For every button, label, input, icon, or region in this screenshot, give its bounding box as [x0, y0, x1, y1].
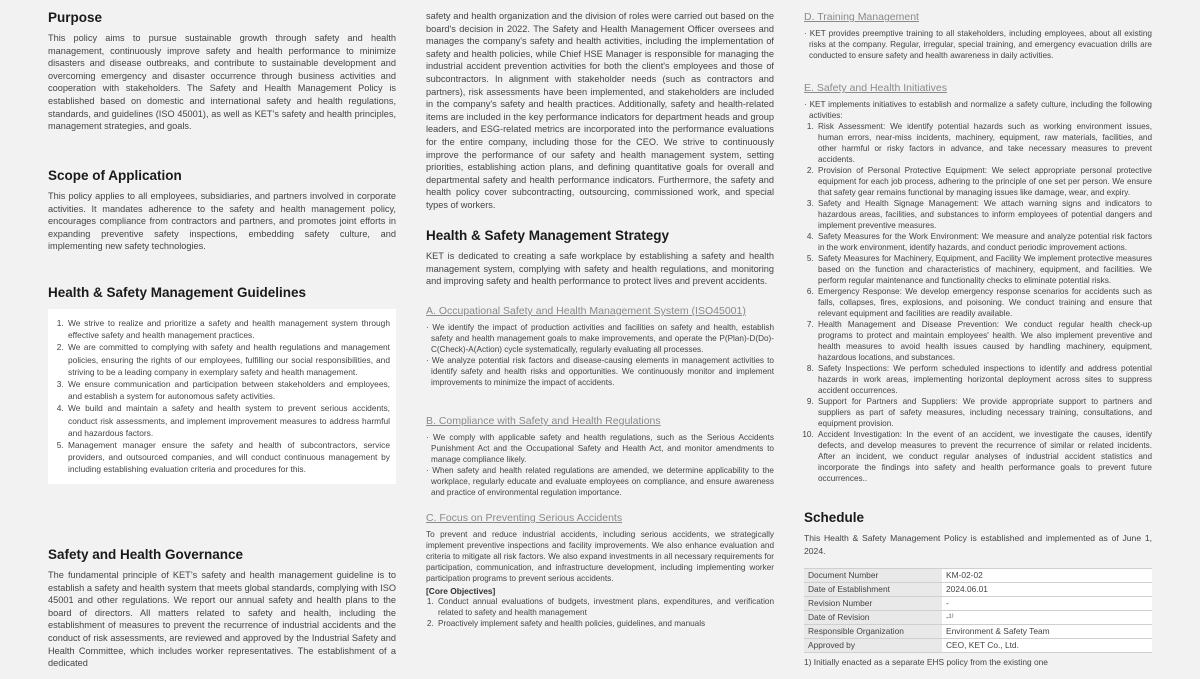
strategy-c-section: [426, 512, 774, 629]
strategy-a-section: [426, 305, 774, 388]
table-key: Revision Number: [804, 597, 942, 611]
governance-section: [48, 547, 396, 670]
bullet-text: When safety and health related regulations are amended, we determine applicability to the workplace, regularly educate and evaluate employees on compliance, and ensure awareness and practice of environmental regulation importance.: [431, 466, 774, 497]
initiative-item: 3. Safety and Health Signage Management: We attach warning signs and indicators to hazardous areas, facilities, and substances to inform employees of potential dangers and implement preventive measures.: [816, 198, 1152, 231]
initiative-item: 5. Safety Measures for Machinery, Equipment, and Facility We implement protective measures based on the function and characteristics of machinery, equipment, and facilities. We perform regular maintenance and functionality checks to eliminate potential risks.: [816, 253, 1152, 286]
initiatives-list: [804, 121, 1152, 484]
governance-title: Safety and Health Governance: [48, 547, 244, 562]
guidelines-box: [48, 309, 396, 484]
bullet-text: We identify the impact of production activities and facilities on safety and health, establish safety and health management goals to make improvements, and operate the P(Plan)-D(Do)-C(Check)-A(Action) cycle systematically, regularly evaluating all processes.: [431, 323, 774, 354]
purpose-section: [48, 10, 396, 133]
strategy-d-section: [804, 11, 1152, 61]
strategy-b-list: [426, 432, 774, 498]
table-key: Approved by: [804, 639, 942, 653]
strategy-a-list: [426, 322, 774, 388]
strategy-a-title: A. Occupational Safety and Health Management System (ISO45001): [426, 305, 746, 317]
bullet-item: · When safety and health related regulations are amended, we determine applicability to the workplace, regularly educate and evaluate employees on compliance, and ensure awareness and practice of environmental regulation importance.: [426, 466, 774, 497]
schedule-body: This Health & Safety Management Policy is established and implemented as of June 1, 2024.: [804, 533, 1152, 556]
core-objectives-label: [Core Objectives]: [426, 586, 496, 596]
strategy-d-title: D. Training Management: [804, 11, 919, 23]
initiative-item: 1. Risk Assessment: We identify potential hazards such as working environment issues, human errors, near-miss incidents, machinery, equipment, raw materials, facilities, and other harmful or risky factors in advance, and take necessary measures to prevent accidents.: [816, 121, 1152, 165]
governance-body-part2: safety and health organization and the division of roles were carried out based on the board's decision in 2022. The Safety and Health Management Officer oversees and manages the company's safety and health activities, including the implementation of safety and health policies, while Chief HSE Manager is responsible for managing the industrial accident prevention activities for both the client's employees and those of subcontractors. In alignment with stakeholder needs (such as contractors and partners), risk assessments have been implemented, and stakeholders are included in the company's safety and health practices. Additionally, safety and health-related items are included in the key performance indicators for department heads and group leaders, and ESG-related metrics are incorporated into the performance evaluations for the entire company, including those for the CEO. We strive to continuously improve the performance of our safety and health management system, setting priorities, establishing action plans, and defining quantitative goals for overall and departmental safety and health performance indicators. Furthermore, the safety and health policy cover subcontracting, outsourcing, commissioned work, and special types of workers.: [426, 11, 774, 210]
table-value: -¹⁾: [942, 611, 1152, 625]
strategy-b-section: [426, 415, 774, 498]
bullet-text: We comply with applicable safety and health regulations, such as the Serious Accidents Punishment Act and the Occupational Safety and Health Act, and monitor amendments to manage compliance likely.: [431, 433, 774, 464]
guideline-item: 3. We ensure communication and participation between stakeholders and employees, and establish a system for autonomous safety activities.: [66, 378, 390, 402]
table-value: Environment & Safety Team: [942, 625, 1152, 639]
guideline-item: 1. We strive to realize and prioritize a safety and health management system through effective safety and health management practices.: [66, 317, 390, 341]
strategy-body: KET is dedicated to creating a safe workplace by establishing a safety and health management system, complying with safety and health regulations, and monitoring and improving safety and health performance to protect lives and prevent accidents.: [426, 251, 774, 287]
guidelines-section: [48, 285, 396, 484]
governance-body-part1: The fundamental principle of KET’s safety and health management guideline is to establish a safety and health system that meets global standards, complying with ISO 45001 and other regulations. We report our annual safety and health plans to the board of directors. All matters related to safety and health, including the establishment of measures to prevent the recurrence of industrial accidents and the conduct of risk assessments, are reviewed and approved by the Industrial Safety and Health Committee, which includes worker representatives. The establishment of a dedicated: [48, 570, 396, 669]
table-row: [804, 583, 1152, 597]
table-key: Responsible Organization: [804, 625, 942, 639]
schedule-title: Schedule: [804, 510, 865, 525]
initiative-item: 4. Safety Measures for the Work Environment: We measure and analyze potential risk factors in the work environment, identify hazards, and conduct periodic improvement actions.: [816, 231, 1152, 253]
bullet-item: · We comply with applicable safety and health regulations, such as the Serious Accidents Punishment Act and the Occupational Safety and Health Act, and monitor amendments to manage compliance likely.: [426, 433, 774, 464]
objective-item: 2. Proactively implement safety and health policies, guidelines, and manuals: [436, 618, 774, 629]
table-row: [804, 611, 1152, 625]
bullet-item: · We analyze potential risk factors and disease-causing elements in management activities to identify safety and health risks and opportunities. We continuously monitor and implement improvements to minimize the impact of accidents.: [426, 356, 774, 387]
scope-title: Scope of Application: [48, 168, 182, 183]
table-row: [804, 625, 1152, 639]
bullet-item: · KET implements initiatives to establish and normalize a safety culture, including the following activities:: [804, 100, 1152, 120]
guideline-item: 5. Management manager ensure the safety and health of subcontractors, service providers, and outsourced companies, and will conduct continuous management by including establishing evaluation criteria and procedures for this.: [66, 439, 390, 476]
table-key: Date of Establishment: [804, 583, 942, 597]
guideline-item: 2. We are committed to complying with safety and health regulations and management policies, ensuring the rights of our employees, fulfilling our social responsibilities, and striving to be a leading company in exemplary safety and health management.: [66, 341, 390, 378]
guidelines-title: Health & Safety Management Guidelines: [48, 285, 307, 300]
initiative-item: 6. Emergency Response: We develop emergency response scenarios for accidents such as falls, collapses, fires, explosions, and poisoning. We conduct training and ensure that relevant equipment and facilities are readily available.: [816, 286, 1152, 319]
bullet-item: · KET provides preemptive training to all stakeholders, including employees, about all existing risks at the company. Regular, irregular, special training, and emergency evacuation drills are conducted to ensure safety and health awareness in daily activities.: [804, 29, 1152, 60]
initiative-item: 10. Accident Investigation: In the event of an accident, we investigate the causes, identify defects, and develop measures to prevent the recurrence of similar or related incidents. After an incident, we conduct regular analyses of industrial accident statistics and incorporate the findings into safety and health performance goals to prevent future occurrences..: [816, 429, 1152, 484]
strategy-e-intro-list: [804, 99, 1152, 121]
guideline-item: 4. We build and maintain a safety and health system to prevent serious accidents, conduct risk assessments, and implement improvement measures to address harmful and hazardous factors.: [66, 402, 390, 439]
table-key: Date of Revision: [804, 611, 942, 625]
table-row: [804, 639, 1152, 653]
table-value: KM-02-02: [942, 569, 1152, 583]
guidelines-list: [52, 317, 390, 476]
strategy-d-list: [804, 28, 1152, 61]
objective-item: 1. Conduct annual evaluations of budgets, investment plans, expenditures, and verification related to safety and health management: [436, 596, 774, 618]
strategy-e-title: E. Safety and Health Initiatives: [804, 82, 947, 94]
initiative-item: 8. Safety Inspections: We perform scheduled inspections to identify and address potential hazards in work areas, implementing horizontal deployment across sites to suppress accident occurrences.: [816, 363, 1152, 396]
purpose-body: This policy aims to pursue sustainable growth through safety and health management, continuously improve safety and health performance to minimize disasters and disease outbreaks, and contribute to sustainable development and overcoming emergency and disaster occurrence through business activities and cooperation with stakeholders. The Safety and Health Management Policy is established based on domestic and international safety and health regulations, standards, and guidelines (ISO 45001), as well as KET’s safety and health principles, management strategies, and goals.: [48, 33, 396, 132]
strategy-c-title: C. Focus on Preventing Serious Accidents: [426, 512, 623, 524]
scope-section: [48, 168, 396, 253]
table-value: -: [942, 597, 1152, 611]
strategy-b-title: B. Compliance with Safety and Health Regulations: [426, 415, 661, 427]
bullet-text: KET implements initiatives to establish and normalize a safety culture, including the following activities:: [809, 100, 1152, 120]
bullet-text: KET provides preemptive training to all stakeholders, including employees, about all existing risks at the company. Regular, irregular, special training, and emergency evacuation drills are conducted to ensure safety and health awareness in daily activities.: [809, 29, 1152, 60]
governance-continued: [426, 10, 774, 212]
bullet-text: We analyze potential risk factors and disease-causing elements in management activities to identify safety and health risks and opportunities. We continuously monitor and implement improvements to minimize the impact of accidents.: [431, 356, 774, 387]
schedule-table: [804, 568, 1152, 653]
strategy-e-section: [804, 82, 1152, 484]
bullet-item: · We identify the impact of production activities and facilities on safety and health, establish safety and health management goals to make improvements, and operate the P(Plan)-D(Do)-C(Check)-A(Action) cycle systematically, regularly evaluating all processes.: [426, 323, 774, 354]
table-row: [804, 569, 1152, 583]
initiative-item: 2. Provision of Personal Protective Equipment: We select appropriate personal protective equipment for each job process, adhering to the principle of one set per person. We ensure that safety gear remains functional by managing issues like damage, wear, and expiry.: [816, 165, 1152, 198]
strategy-c-body: To prevent and reduce industrial accidents, including serious accidents, we strategically implement preventive inspections and facility improvements. We also enhance evaluation and criteria to mitigate all risk factors. We also expand investments in all necessary requirements for participation, communication, and infrastructure development, including implementing worker participation programs to prevent serious accidents.: [426, 530, 774, 583]
table-row: [804, 597, 1152, 611]
schedule-footnote: 1) Initially enacted as a separate EHS policy from the existing one: [804, 657, 1048, 668]
table-value: CEO, KET Co., Ltd.: [942, 639, 1152, 653]
scope-body: This policy applies to all employees, subsidiaries, and partners involved in corporate activities. It mandates adherence to the safety and health management policy, encourages compliance from contractors and partners, and promotes joint efforts in expanding preventive safety inspections, embedding safety culture, and implementing new safety technologies.: [48, 191, 396, 252]
schedule-section: [804, 510, 1152, 667]
purpose-title: Purpose: [48, 10, 103, 25]
core-objectives-list: [426, 596, 774, 629]
table-key: Document Number: [804, 569, 942, 583]
initiative-item: 7. Health Management and Disease Prevention: We conduct regular health check-up programs to protect and maintain employees' health. We also implement preventive and health measures to avoid health issues caused by handling machinery, equipment, hazardous locations, and substances.: [816, 319, 1152, 363]
strategy-title: Health & Safety Management Strategy: [426, 228, 670, 243]
strategy-section: [426, 228, 774, 288]
table-value: 2024.06.01: [942, 583, 1152, 597]
initiative-item: 9. Support for Partners and Suppliers: We provide appropriate support to partners and suppliers as part of safety measures, including necessary training, consultations, and equipment provision.: [816, 396, 1152, 429]
